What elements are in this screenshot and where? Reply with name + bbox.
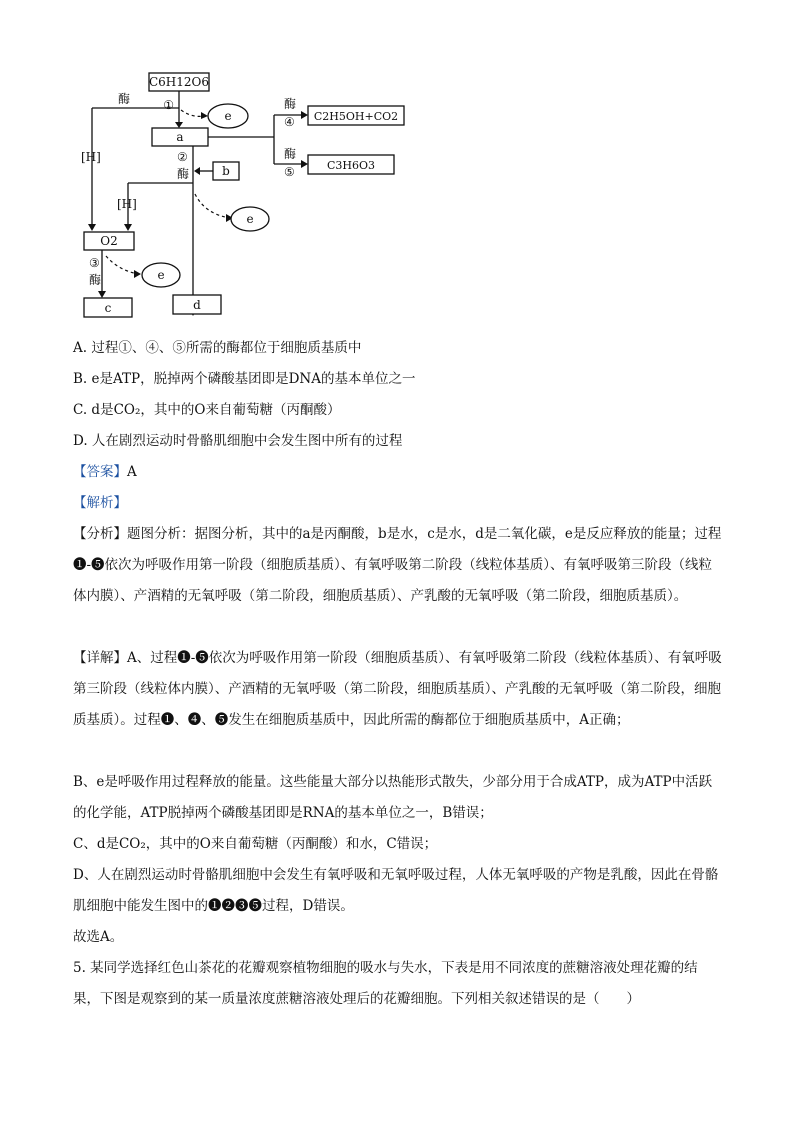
detail-a-paragraph: 【详解】A、过程❶-❺依次为呼吸作用第一阶段（细胞质基质）、有氧呼吸第二阶段（线粒体基质）、有氧呼吸第三阶段（线粒体内膜）、产酒精的无氧呼吸（第二阶段，细胞质基质）、产乳酸的无氧呼吸（第二阶段，细胞质基质）。过程❶、❹、❺发生在细胞质基质中，因此所需的酶都位于细胞质基质中，A正确；	[73, 650, 722, 728]
enzyme-label-5: 酶	[284, 147, 297, 161]
answer-tag: 【答案】	[73, 464, 127, 480]
e-label-2: e	[246, 212, 254, 226]
question-5: 5. 某同学选择红色山茶花的花瓣观察植物细胞的吸水与失水，下表是用不同浓度的蔗糖溶液处理花瓣的结果，下图是观察到的某一质量浓度蔗糖溶液处理后的花瓣细胞。下列相关叙述错误的是（ ）	[73, 960, 698, 1007]
step2-label: ②	[177, 150, 188, 164]
a-label: a	[176, 130, 184, 144]
enzyme-label-1: 酶	[118, 92, 131, 106]
option-d: D. 人在剧烈运动时骨骼肌细胞中会发生图中所有的过程	[73, 433, 403, 449]
e-label-1: e	[224, 109, 232, 123]
enzyme-label-3: 酶	[89, 273, 102, 287]
product5-label: C3H6O3	[326, 159, 376, 172]
analysis-paragraph: 【分析】题图分析：据图分析，其中的a是丙酮酸，b是水，c是水，d是二氧化碳，e是反应释放的能量；过程❶-❺依次为呼吸作用第一阶段（细胞质基质）、有氧呼吸第二阶段（线粒体基质）、有氧呼吸第三阶段（线粒体内膜）、产酒精的无氧呼吸（第二阶段，细胞质基质）、产乳酸的无氧呼吸（第二阶段，细胞质基质）。	[73, 526, 722, 604]
o2-label: O2	[100, 234, 118, 248]
h-label-2: [H]	[117, 197, 137, 211]
e-label-3: e	[157, 268, 165, 282]
option-b: B. e是ATP，脱掉两个磷酸基团即是DNA的基本单位之一	[73, 371, 416, 387]
c-label: c	[104, 301, 112, 315]
conclusion: 故选A。	[73, 929, 124, 945]
respiration-diagram	[70, 66, 420, 322]
step4-label: ④	[284, 115, 295, 129]
enzyme-label-4: 酶	[284, 97, 297, 111]
detail-c-paragraph: C、d是CO₂，其中的O来自葡萄糖（丙酮酸）和水，C错误；	[73, 836, 438, 852]
product4-label: C2H5OH+CO2	[313, 110, 399, 123]
analysis-tag: 【解析】	[73, 495, 127, 511]
option-a: A. 过程①、④、⑤所需的酶都位于细胞质基质中	[73, 340, 362, 356]
b-label: b	[222, 164, 230, 178]
answer-value: A	[127, 464, 137, 480]
step1-label: ①	[163, 98, 174, 112]
option-c: C. d是CO₂，其中的O来自葡萄糖（丙酮酸）	[73, 402, 341, 418]
detail-b-paragraph: B、e是呼吸作用过程释放的能量。这些能量大部分以热能形式散失，少部分用于合成ATP，成为ATP中活跃的化学能，ATP脱掉两个磷酸基团即是RNA的基本单位之一，B错误；	[73, 774, 713, 821]
h-label-1: [H]	[81, 150, 101, 164]
detail-d-paragraph: D、人在剧烈运动时骨骼肌细胞中会发生有氧呼吸和无氧呼吸过程，人体无氧呼吸的产物是乳酸，因此在骨骼肌细胞中能发生图中的❶❷❸❺过程，D错误。	[73, 867, 719, 914]
enzyme-label-2: 酶	[177, 167, 190, 181]
step5-label: ⑤	[284, 165, 295, 179]
step3-label: ③	[89, 256, 100, 270]
answer-line	[73, 457, 723, 488]
glucose-label: C6H12O6	[148, 75, 210, 89]
d-label: d	[193, 298, 201, 312]
